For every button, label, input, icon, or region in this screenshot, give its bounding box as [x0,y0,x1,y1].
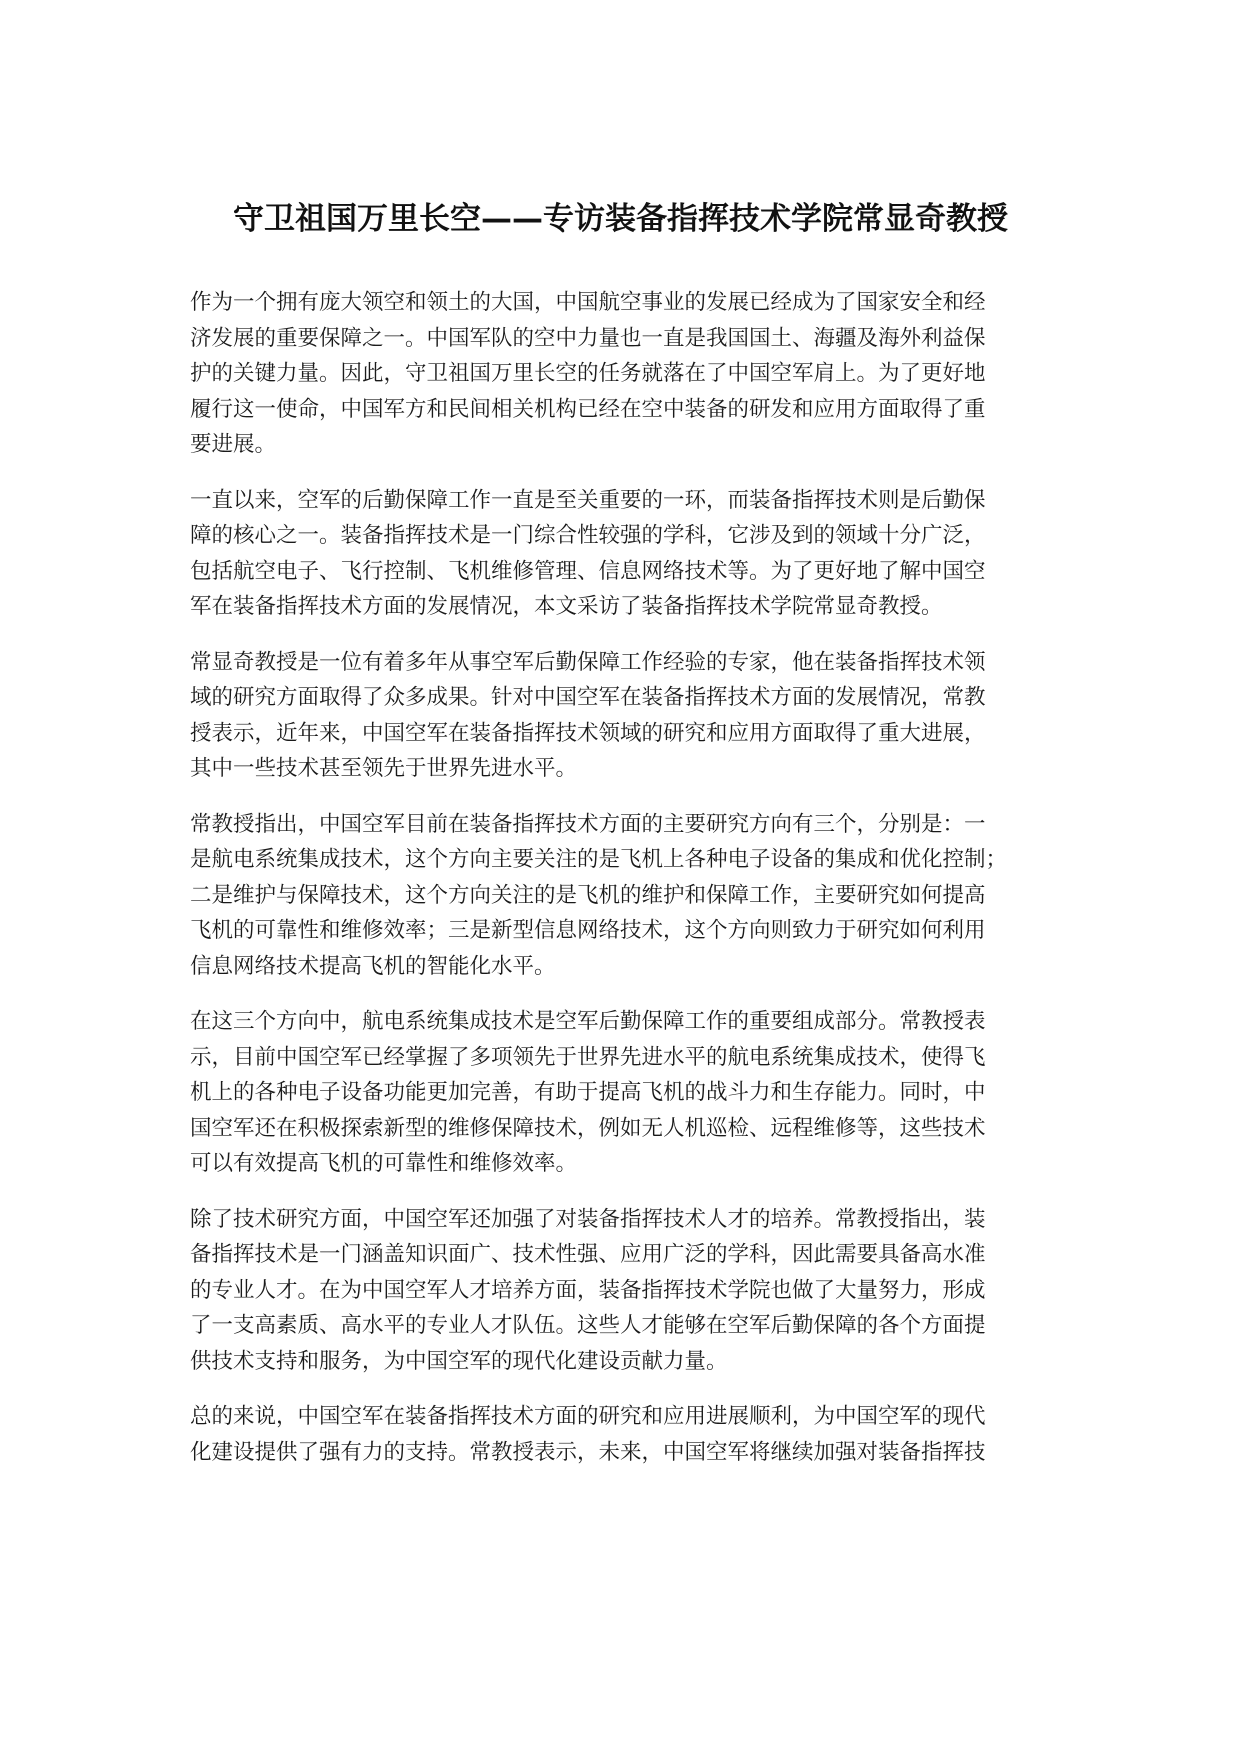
text-line: 授表示，近年来，中国空军在装备指挥技术领域的研究和应用方面取得了重大进展， [190,720,986,746]
paragraph [190,1004,1090,1182]
text-line: 是航电系统集成技术，这个方向主要关注的是飞机上各种电子设备的集成和优化控制； [190,847,1008,872]
text-line: 障的核心之一。装备指挥技术是一门综合性较强的学科，它涉及到的领域十分广泛， [190,523,986,548]
text-line: 了一支高素质、高水平的专业人才队伍。这些人才能够在空军后勤保障的各个方面提 [190,1313,986,1338]
text-line: 常显奇教授是一位有着多年从事空军后勤保障工作经验的专家，他在装备指挥技术领 [190,649,986,675]
text-line: 机上的各种电子设备功能更加完善，有助于提高飞机的战斗力和生存能力。同时，中 [190,1080,986,1105]
text-line: 可以有效提高飞机的可靠性和维修效率。 [190,1151,578,1176]
text-line: 要进展。 [190,432,277,457]
text-line: 总的来说，中国空军在装备指挥技术方面的研究和应用进展顺利，为中国空军的现代 [190,1404,986,1429]
text-line: 备指挥技术是一门涵盖知识面广、技术性强、应用广泛的学科，因此需要具备高水准 [190,1242,986,1267]
paragraph [190,645,1090,787]
document-body [190,285,1090,1490]
text-line: 济发展的重要保障之一。中国军队的空中力量也一直是我国国土、海疆及海外利益保 [190,325,986,351]
text-line: 履行这一使命，中国军方和民间相关机构已经在空中装备的研发和应用方面取得了重 [190,396,986,422]
text-line: 一直以来，空军的后勤保障工作一直是至关重要的一环，而装备指挥技术则是后勤保 [190,487,986,513]
paragraph [190,1399,1090,1470]
text-line: 作为一个拥有庞大领空和领土的大国，中国航空事业的发展已经成为了国家安全和经 [190,290,986,315]
text-line: 在这三个方向中，航电系统集成技术是空军后勤保障工作的重要组成部分。常教授表 [190,1009,986,1034]
paragraph [190,483,1090,625]
text-line: 飞机的可靠性和维修效率；三是新型信息网络技术，这个方向则致力于研究如何利用 [190,918,986,943]
document-title: 守卫祖国万里长空——专访装备指挥技术学院常显奇教授 [233,200,1008,237]
text-line: 二是维护与保障技术，这个方向关注的是飞机的维护和保障工作，主要研究如何提高 [190,882,986,908]
text-line: 信息网络技术提高飞机的智能化水平。 [190,953,556,979]
text-line: 护的关键力量。因此，守卫祖国万里长空的任务就落在了中国空军肩上。为了更好地 [190,361,986,386]
text-line: 其中一些技术甚至领先于世界先进水平。 [190,756,578,781]
paragraph [190,807,1090,985]
text-line: 示，目前中国空军已经掌握了多项领先于世界先进水平的航电系统集成技术，使得飞 [190,1044,986,1070]
text-line: 的专业人才。在为中国空军人才培养方面，装备指挥技术学院也做了大量努力，形成 [190,1277,986,1303]
text-line: 军在装备指挥技术方面的发展情况，本文采访了装备指挥技术学院常显奇教授。 [190,594,943,619]
paragraph [190,285,1090,463]
text-line: 供技术支持和服务，为中国空军的现代化建设贡献力量。 [190,1348,728,1374]
text-line: 域的研究方面取得了众多成果。针对中国空军在装备指挥技术方面的发展情况，常教 [190,685,986,710]
text-line: 常教授指出，中国空军目前在装备指挥技术方面的主要研究方向有三个，分别是：一 [190,811,986,837]
text-line: 化建设提供了强有力的支持。常教授表示，未来，中国空军将继续加强对装备指挥技 [190,1439,986,1465]
text-line: 除了技术研究方面，中国空军还加强了对装备指挥技术人才的培养。常教授指出，装 [190,1206,986,1232]
text-line: 国空军还在积极探索新型的维修保障技术，例如无人机巡检、远程维修等，这些技术 [190,1115,986,1141]
paragraph [190,1202,1090,1380]
text-line: 包括航空电子、飞行控制、飞机维修管理、信息网络技术等。为了更好地了解中国空 [190,558,986,584]
